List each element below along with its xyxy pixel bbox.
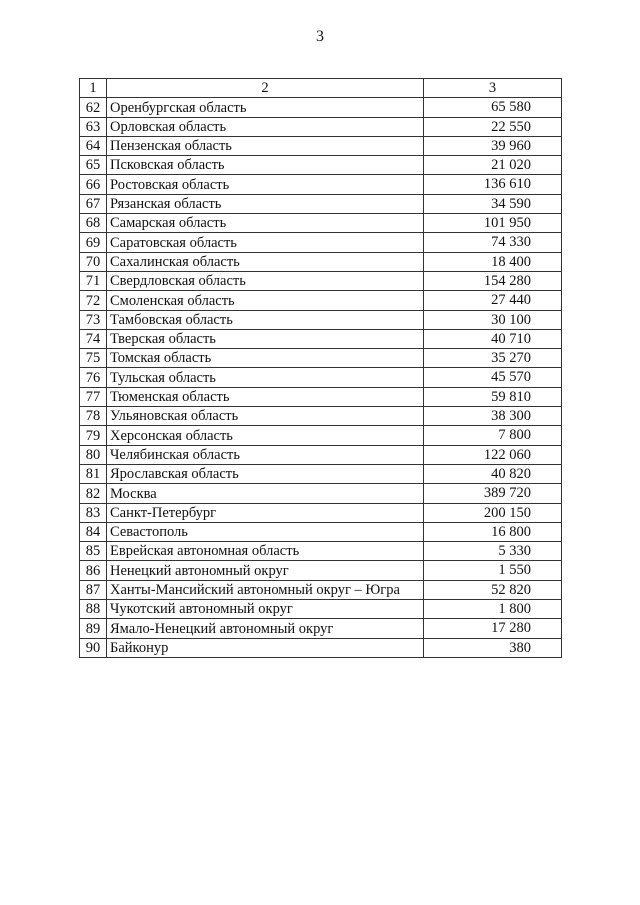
region-name: Сахалинская область <box>107 252 424 271</box>
row-value: 7 800 <box>424 426 562 445</box>
table-row <box>80 561 562 580</box>
row-number: 87 <box>80 580 107 599</box>
table-row <box>80 349 562 368</box>
row-value: 5 330 <box>424 542 562 561</box>
table-row <box>80 407 562 426</box>
table-row <box>80 233 562 252</box>
region-name: Байконур <box>107 638 424 657</box>
region-name: Еврейская автономная область <box>107 542 424 561</box>
row-value: 17 280 <box>424 619 562 638</box>
row-value: 1 800 <box>424 600 562 619</box>
row-value: 200 150 <box>424 503 562 522</box>
table-row <box>80 175 562 194</box>
row-number: 67 <box>80 194 107 213</box>
row-value: 65 580 <box>424 98 562 117</box>
row-number: 74 <box>80 329 107 348</box>
row-number: 89 <box>80 619 107 638</box>
table-row <box>80 426 562 445</box>
region-name: Тюменская область <box>107 387 424 406</box>
row-value: 38 300 <box>424 407 562 426</box>
row-value: 21 020 <box>424 156 562 175</box>
row-number: 71 <box>80 271 107 290</box>
row-value: 30 100 <box>424 310 562 329</box>
row-number: 78 <box>80 407 107 426</box>
region-name: Свердловская область <box>107 271 424 290</box>
table-row <box>80 310 562 329</box>
row-number: 63 <box>80 117 107 136</box>
region-name: Саратовская область <box>107 233 424 252</box>
region-name: Чукотский автономный округ <box>107 600 424 619</box>
row-value: 59 810 <box>424 387 562 406</box>
row-value: 122 060 <box>424 445 562 464</box>
row-number: 88 <box>80 600 107 619</box>
region-name: Ямало-Ненецкий автономный округ <box>107 619 424 638</box>
table-row <box>80 194 562 213</box>
row-number: 80 <box>80 445 107 464</box>
table-row <box>80 368 562 387</box>
region-name: Тверская область <box>107 329 424 348</box>
row-value: 34 590 <box>424 194 562 213</box>
header-col-2: 2 <box>107 79 424 98</box>
region-name: Севастополь <box>107 522 424 541</box>
region-name: Псковская область <box>107 156 424 175</box>
table-row <box>80 214 562 233</box>
region-name: Самарская область <box>107 214 424 233</box>
row-number: 85 <box>80 542 107 561</box>
row-number: 65 <box>80 156 107 175</box>
region-name: Смоленская область <box>107 291 424 310</box>
row-value: 40 820 <box>424 464 562 483</box>
row-number: 83 <box>80 503 107 522</box>
row-value: 22 550 <box>424 117 562 136</box>
region-name: Тульская область <box>107 368 424 387</box>
row-number: 77 <box>80 387 107 406</box>
table-row <box>80 329 562 348</box>
table-row <box>80 542 562 561</box>
table-row <box>80 291 562 310</box>
region-name: Ненецкий автономный округ <box>107 561 424 580</box>
page-number: 3 <box>316 28 324 45</box>
region-name: Санкт-Петербург <box>107 503 424 522</box>
header-col-3: 3 <box>424 79 562 98</box>
row-value: 39 960 <box>424 136 562 155</box>
region-name: Рязанская область <box>107 194 424 213</box>
table-row <box>80 98 562 117</box>
regions-table <box>79 78 562 658</box>
region-name: Оренбургская область <box>107 98 424 117</box>
row-number: 84 <box>80 522 107 541</box>
table-row <box>80 387 562 406</box>
row-number: 69 <box>80 233 107 252</box>
table-row <box>80 484 562 503</box>
region-name: Херсонская область <box>107 426 424 445</box>
row-value: 154 280 <box>424 271 562 290</box>
row-value: 52 820 <box>424 580 562 599</box>
table-row <box>80 136 562 155</box>
region-name: Ярославская область <box>107 464 424 483</box>
row-value: 136 610 <box>424 175 562 194</box>
table-row <box>80 638 562 657</box>
table-row <box>80 619 562 638</box>
row-number: 70 <box>80 252 107 271</box>
row-value: 74 330 <box>424 233 562 252</box>
table-header-row <box>80 79 562 98</box>
row-number: 72 <box>80 291 107 310</box>
table-row <box>80 271 562 290</box>
row-number: 82 <box>80 484 107 503</box>
row-number: 66 <box>80 175 107 194</box>
row-number: 75 <box>80 349 107 368</box>
row-number: 68 <box>80 214 107 233</box>
region-name: Москва <box>107 484 424 503</box>
row-number: 90 <box>80 638 107 657</box>
table-row <box>80 252 562 271</box>
table-row <box>80 445 562 464</box>
row-value: 389 720 <box>424 484 562 503</box>
row-value: 380 <box>424 638 562 657</box>
row-value: 45 570 <box>424 368 562 387</box>
region-name: Томская область <box>107 349 424 368</box>
row-value: 40 710 <box>424 329 562 348</box>
row-number: 64 <box>80 136 107 155</box>
row-number: 62 <box>80 98 107 117</box>
region-name: Челябинская область <box>107 445 424 464</box>
row-value: 18 400 <box>424 252 562 271</box>
row-number: 81 <box>80 464 107 483</box>
region-name: Пензенская область <box>107 136 424 155</box>
row-number: 73 <box>80 310 107 329</box>
region-name: Ростовская область <box>107 175 424 194</box>
region-name: Ульяновская область <box>107 407 424 426</box>
region-name: Тамбовская область <box>107 310 424 329</box>
row-value: 101 950 <box>424 214 562 233</box>
region-name: Ханты-Мансийский автономный округ – Югра <box>107 580 424 599</box>
row-value: 27 440 <box>424 291 562 310</box>
row-number: 79 <box>80 426 107 445</box>
table-row <box>80 580 562 599</box>
table-row <box>80 600 562 619</box>
table-row <box>80 156 562 175</box>
region-name: Орловская область <box>107 117 424 136</box>
row-value: 35 270 <box>424 349 562 368</box>
table-row <box>80 522 562 541</box>
row-value: 16 800 <box>424 522 562 541</box>
header-col-1: 1 <box>80 79 107 98</box>
row-number: 86 <box>80 561 107 580</box>
table-row <box>80 503 562 522</box>
row-number: 76 <box>80 368 107 387</box>
row-value: 1 550 <box>424 561 562 580</box>
table-row <box>80 117 562 136</box>
table-row <box>80 464 562 483</box>
